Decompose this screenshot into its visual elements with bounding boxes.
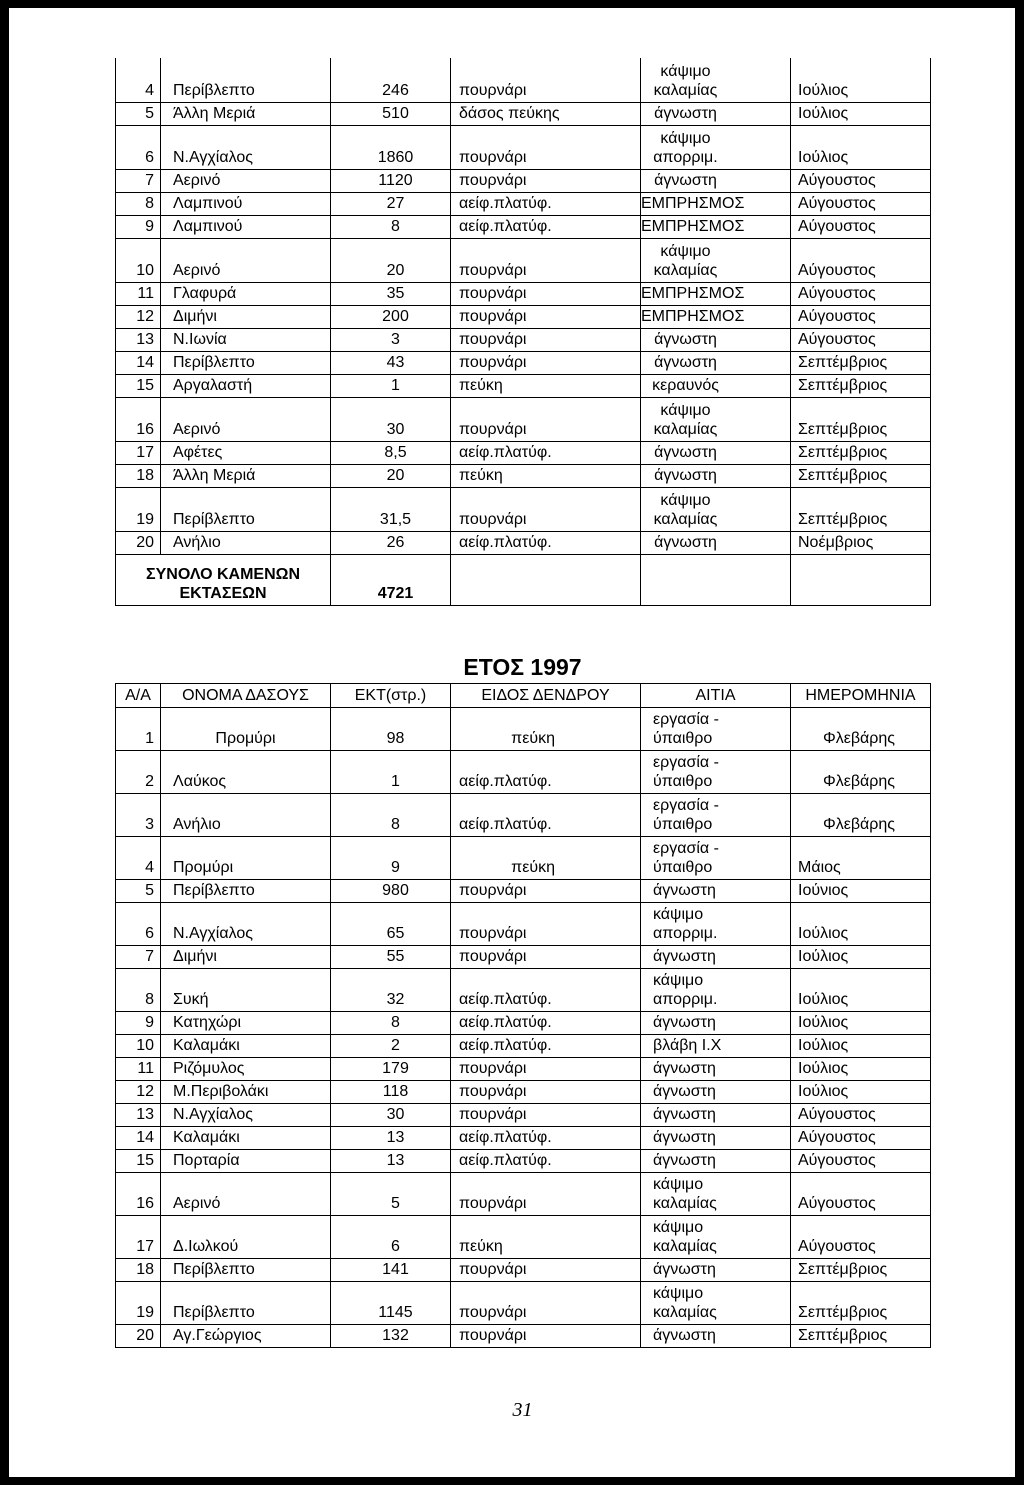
- cell-burned-area: 8,5: [331, 441, 451, 464]
- cell-tree-species: πουρνάρι: [451, 282, 641, 305]
- cell-forest-name: Περίβλεπτο: [161, 1282, 331, 1325]
- cell-fire-month: Αύγουστος: [791, 282, 931, 305]
- cell-forest-name: Δ.Ιωλκού: [161, 1216, 331, 1259]
- cell-burned-area: 1120: [331, 169, 451, 192]
- cell-forest-name: Αερινό: [161, 238, 331, 282]
- header-fire-cause: ΑΙΤΙΑ: [641, 684, 791, 708]
- cell-fire-cause: άγνωστη: [641, 1259, 791, 1282]
- cell-tree-species: πουρνάρι: [451, 946, 641, 969]
- cell-forest-name: Αερινό: [161, 169, 331, 192]
- cell-row-number: 4: [116, 837, 161, 880]
- cell-row-number: 14: [116, 351, 161, 374]
- cell-fire-cause: άγνωστη: [641, 1104, 791, 1127]
- total-area-value: 4721: [331, 554, 451, 605]
- cell-row-number: 18: [116, 1259, 161, 1282]
- cell-tree-species: δάσος πεύκης: [451, 102, 641, 125]
- cell-row-number: 15: [116, 374, 161, 397]
- cell-row-number: 11: [116, 282, 161, 305]
- cell-fire-month: Σεπτέμβριος: [791, 1325, 931, 1348]
- table-row: [116, 328, 931, 351]
- cell-burned-area: 30: [331, 397, 451, 441]
- cell-tree-species: πουρνάρι: [451, 125, 641, 169]
- cell-fire-cause: άγνωστη: [641, 1150, 791, 1173]
- cell-burned-area: 20: [331, 464, 451, 487]
- total-empty-cell: [641, 554, 791, 605]
- cell-burned-area: 30: [331, 1104, 451, 1127]
- cell-tree-species: πουρνάρι: [451, 903, 641, 946]
- cell-fire-month: Σεπτέμβριος: [791, 1282, 931, 1325]
- cell-tree-species: πεύκη: [451, 464, 641, 487]
- cell-tree-species: αείφ.πλατύφ.: [451, 794, 641, 837]
- cell-fire-cause: άγνωστη: [641, 464, 791, 487]
- header-row-number: Α/Α: [116, 684, 161, 708]
- cell-forest-name: Διμήνι: [161, 946, 331, 969]
- table-row: [116, 1058, 931, 1081]
- cell-fire-month: Σεπτέμβριος: [791, 351, 931, 374]
- cell-burned-area: 13: [331, 1150, 451, 1173]
- cell-forest-name: Άλλη Μεριά: [161, 464, 331, 487]
- cell-fire-month: Νοέμβριος: [791, 531, 931, 554]
- page-number: 31: [512, 1399, 533, 1421]
- table-row: [116, 946, 931, 969]
- cell-burned-area: 32: [331, 969, 451, 1012]
- cell-fire-cause: εργασία - ύπαιθρο: [641, 751, 791, 794]
- cell-burned-area: 43: [331, 351, 451, 374]
- cell-forest-name: Λαύκος: [161, 751, 331, 794]
- cell-tree-species: αείφ.πλατύφ.: [451, 969, 641, 1012]
- table-row: [116, 441, 931, 464]
- cell-fire-month: Ιούλιος: [791, 1058, 931, 1081]
- cell-burned-area: 20: [331, 238, 451, 282]
- cell-burned-area: 1: [331, 374, 451, 397]
- cell-fire-cause: κάψιμο καλαμίας: [641, 397, 791, 441]
- cell-fire-cause: άγνωστη: [641, 880, 791, 903]
- cell-fire-cause: κάψιμο καλαμίας: [641, 238, 791, 282]
- table-row: [116, 215, 931, 238]
- cell-fire-month: Ιούλιος: [791, 1081, 931, 1104]
- cell-tree-species: αείφ.πλατύφ.: [451, 1035, 641, 1058]
- cell-row-number: 4: [116, 58, 161, 102]
- cell-forest-name: Καλαμάκι: [161, 1035, 331, 1058]
- table-row: [116, 751, 931, 794]
- cell-fire-month: Ιούλιος: [791, 125, 931, 169]
- cell-burned-area: 98: [331, 708, 451, 751]
- cell-forest-name: Πορταρία: [161, 1150, 331, 1173]
- cell-fire-month: Αύγουστος: [791, 1127, 931, 1150]
- header-forest-name: ΟΝΟΜΑ ΔΑΣΟΥΣ: [161, 684, 331, 708]
- cell-fire-month: Φλεβάρης: [791, 751, 931, 794]
- cell-row-number: 3: [116, 794, 161, 837]
- cell-fire-month: Σεπτέμβριος: [791, 487, 931, 531]
- header-row: [116, 684, 931, 708]
- cell-burned-area: 200: [331, 305, 451, 328]
- cell-burned-area: 179: [331, 1058, 451, 1081]
- cell-forest-name: Περίβλεπτο: [161, 58, 331, 102]
- cell-row-number: 18: [116, 464, 161, 487]
- cell-fire-month: Ιούλιος: [791, 1012, 931, 1035]
- cell-burned-area: 246: [331, 58, 451, 102]
- cell-fire-cause: κάψιμο καλαμίας: [641, 1173, 791, 1216]
- cell-fire-cause: ΕΜΠΡΗΣΜΟΣ: [641, 305, 791, 328]
- cell-row-number: 19: [116, 1282, 161, 1325]
- cell-forest-name: Άλλη Μεριά: [161, 102, 331, 125]
- table-row: [116, 880, 931, 903]
- cell-forest-name: Γλαφυρά: [161, 282, 331, 305]
- cell-tree-species: πουρνάρι: [451, 351, 641, 374]
- cell-fire-cause: κάψιμο καλαμίας: [641, 1282, 791, 1325]
- cell-row-number: 15: [116, 1150, 161, 1173]
- cell-forest-name: Αργαλαστή: [161, 374, 331, 397]
- cell-fire-month: Αύγουστος: [791, 1150, 931, 1173]
- cell-forest-name: Συκή: [161, 969, 331, 1012]
- cell-burned-area: 5: [331, 1173, 451, 1216]
- year-title: ΕΤΟΣ 1997: [463, 654, 582, 680]
- cell-burned-area: 980: [331, 880, 451, 903]
- cell-forest-name: Προμύρι: [161, 708, 331, 751]
- cell-forest-name: Αφέτες: [161, 441, 331, 464]
- cell-fire-month: Ιούλιος: [791, 58, 931, 102]
- cell-burned-area: 1860: [331, 125, 451, 169]
- cell-tree-species: πουρνάρι: [451, 1259, 641, 1282]
- cell-tree-species: πουρνάρι: [451, 880, 641, 903]
- cell-forest-name: Ν.Ιωνία: [161, 328, 331, 351]
- cell-fire-month: Αύγουστος: [791, 215, 931, 238]
- cell-row-number: 19: [116, 487, 161, 531]
- cell-fire-cause: άγνωστη: [641, 1127, 791, 1150]
- cell-fire-cause: άγνωστη: [641, 328, 791, 351]
- cell-row-number: 13: [116, 1104, 161, 1127]
- cell-burned-area: 2: [331, 1035, 451, 1058]
- table-row: [116, 397, 931, 441]
- table-row: [116, 1325, 931, 1348]
- cell-fire-month: Φλεβάρης: [791, 708, 931, 751]
- cell-row-number: 8: [116, 969, 161, 1012]
- cell-forest-name: Λαμπινού: [161, 192, 331, 215]
- table-row: [116, 238, 931, 282]
- cell-fire-cause: άγνωστη: [641, 102, 791, 125]
- table-row: [116, 903, 931, 946]
- cell-forest-name: Μ.Περιβολάκι: [161, 1081, 331, 1104]
- cell-fire-cause: κάψιμο καλαμίας: [641, 1216, 791, 1259]
- cell-forest-name: Ριζόμυλος: [161, 1058, 331, 1081]
- cell-tree-species: αείφ.πλατύφ.: [451, 215, 641, 238]
- cell-fire-month: Ιούλιος: [791, 969, 931, 1012]
- cell-row-number: 2: [116, 751, 161, 794]
- table-row: [116, 837, 931, 880]
- cell-forest-name: Αερινό: [161, 397, 331, 441]
- table-row: [116, 374, 931, 397]
- cell-fire-month: Ιούλιος: [791, 903, 931, 946]
- cell-row-number: 20: [116, 1325, 161, 1348]
- cell-tree-species: πουρνάρι: [451, 328, 641, 351]
- table-row: [116, 1282, 931, 1325]
- cell-fire-month: Σεπτέμβριος: [791, 441, 931, 464]
- cell-fire-cause: κάψιμο καλαμίας: [641, 58, 791, 102]
- cell-burned-area: 35: [331, 282, 451, 305]
- cell-fire-month: Ιούνιος: [791, 880, 931, 903]
- cell-tree-species: πουρνάρι: [451, 1325, 641, 1348]
- table-row: [116, 1104, 931, 1127]
- table-row: [116, 969, 931, 1012]
- cell-forest-name: Προμύρι: [161, 837, 331, 880]
- cell-burned-area: 13: [331, 1127, 451, 1150]
- cell-fire-month: Αύγουστος: [791, 238, 931, 282]
- cell-tree-species: πουρνάρι: [451, 487, 641, 531]
- table-row: [116, 282, 931, 305]
- cell-forest-name: Διμήνι: [161, 305, 331, 328]
- table-row: [116, 487, 931, 531]
- cell-fire-month: Αύγουστος: [791, 305, 931, 328]
- cell-tree-species: πουρνάρι: [451, 1058, 641, 1081]
- table-row: [116, 1173, 931, 1216]
- cell-fire-month: Αύγουστος: [791, 1173, 931, 1216]
- table-row: [116, 1127, 931, 1150]
- cell-burned-area: 118: [331, 1081, 451, 1104]
- cell-fire-cause: άγνωστη: [641, 1012, 791, 1035]
- cell-forest-name: Περίβλεπτο: [161, 880, 331, 903]
- cell-tree-species: αείφ.πλατύφ.: [451, 441, 641, 464]
- fires-table-1997: [115, 683, 931, 1348]
- fires-table-continued: [115, 58, 931, 606]
- cell-row-number: 14: [116, 1127, 161, 1150]
- cell-row-number: 10: [116, 238, 161, 282]
- cell-burned-area: 141: [331, 1259, 451, 1282]
- cell-tree-species: αείφ.πλατύφ.: [451, 1150, 641, 1173]
- cell-forest-name: Ν.Αγχίαλος: [161, 903, 331, 946]
- table-row: [116, 58, 931, 102]
- cell-row-number: 11: [116, 1058, 161, 1081]
- cell-row-number: 8: [116, 192, 161, 215]
- cell-row-number: 12: [116, 1081, 161, 1104]
- cell-forest-name: Ν.Αγχίαλος: [161, 125, 331, 169]
- table-row: [116, 125, 931, 169]
- cell-burned-area: 6: [331, 1216, 451, 1259]
- table-row: [116, 708, 931, 751]
- cell-row-number: 5: [116, 880, 161, 903]
- cell-fire-cause: άγνωστη: [641, 351, 791, 374]
- cell-burned-area: 1: [331, 751, 451, 794]
- cell-tree-species: πεύκη: [451, 1216, 641, 1259]
- cell-fire-cause: ΕΜΠΡΗΣΜΟΣ: [641, 282, 791, 305]
- cell-fire-cause: άγνωστη: [641, 1325, 791, 1348]
- cell-fire-month: Φλεβάρης: [791, 794, 931, 837]
- cell-fire-cause: κάψιμο απορριμ.: [641, 125, 791, 169]
- cell-fire-month: Αύγουστος: [791, 1104, 931, 1127]
- cell-forest-name: Αερινό: [161, 1173, 331, 1216]
- cell-burned-area: 31,5: [331, 487, 451, 531]
- table-row: [116, 1259, 931, 1282]
- cell-forest-name: Κατηχώρι: [161, 1012, 331, 1035]
- cell-fire-cause: κάψιμο απορριμ.: [641, 903, 791, 946]
- table-row: [116, 464, 931, 487]
- cell-tree-species: πουρνάρι: [451, 397, 641, 441]
- total-label: ΣΥΝΟΛΟ ΚΑΜΕΝΩΝ ΕΚΤΑΣΕΩΝ: [116, 554, 331, 605]
- cell-forest-name: Ν.Αγχίαλος: [161, 1104, 331, 1127]
- cell-fire-month: Αύγουστος: [791, 328, 931, 351]
- cell-tree-species: αείφ.πλατύφ.: [451, 1012, 641, 1035]
- cell-tree-species: αείφ.πλατύφ.: [451, 1127, 641, 1150]
- cell-fire-cause: ΕΜΠΡΗΣΜΟΣ: [641, 215, 791, 238]
- header-burned-area: ΕΚΤ(στρ.): [331, 684, 451, 708]
- cell-fire-month: Σεπτέμβριος: [791, 374, 931, 397]
- cell-fire-cause: άγνωστη: [641, 1081, 791, 1104]
- cell-tree-species: πεύκη: [451, 708, 641, 751]
- cell-fire-cause: κεραυνός: [641, 374, 791, 397]
- cell-forest-name: Περίβλεπτο: [161, 487, 331, 531]
- cell-fire-cause: κάψιμο απορριμ.: [641, 969, 791, 1012]
- cell-tree-species: αείφ.πλατύφ.: [451, 531, 641, 554]
- cell-fire-cause: άγνωστη: [641, 441, 791, 464]
- cell-fire-cause: άγνωστη: [641, 1058, 791, 1081]
- table-row: [116, 794, 931, 837]
- cell-fire-cause: βλάβη Ι.Χ: [641, 1035, 791, 1058]
- cell-row-number: 16: [116, 1173, 161, 1216]
- cell-row-number: 1: [116, 708, 161, 751]
- cell-row-number: 12: [116, 305, 161, 328]
- cell-fire-month: Ιούλιος: [791, 102, 931, 125]
- cell-forest-name: Καλαμάκι: [161, 1127, 331, 1150]
- cell-tree-species: πουρνάρι: [451, 1104, 641, 1127]
- table-row: [116, 1012, 931, 1035]
- cell-fire-month: Αύγουστος: [791, 169, 931, 192]
- table-row: [116, 1150, 931, 1173]
- cell-row-number: 17: [116, 441, 161, 464]
- cell-burned-area: 8: [331, 794, 451, 837]
- cell-burned-area: 3: [331, 328, 451, 351]
- cell-fire-cause: κάψιμο καλαμίας: [641, 487, 791, 531]
- cell-fire-month: Σεπτέμβριος: [791, 1259, 931, 1282]
- cell-tree-species: πεύκη: [451, 374, 641, 397]
- cell-burned-area: 8: [331, 215, 451, 238]
- cell-burned-area: 8: [331, 1012, 451, 1035]
- cell-row-number: 13: [116, 328, 161, 351]
- cell-tree-species: πουρνάρι: [451, 305, 641, 328]
- cell-tree-species: πουρνάρι: [451, 169, 641, 192]
- cell-fire-cause: εργασία - ύπαιθρο: [641, 794, 791, 837]
- cell-fire-month: Μάιος: [791, 837, 931, 880]
- cell-fire-cause: εργασία - ύπαιθρο: [641, 837, 791, 880]
- cell-tree-species: πουρνάρι: [451, 58, 641, 102]
- table-row: [116, 1081, 931, 1104]
- cell-fire-cause: εργασία - ύπαιθρο: [641, 708, 791, 751]
- total-empty-cell: [791, 554, 931, 605]
- cell-tree-species: πουρνάρι: [451, 1173, 641, 1216]
- table-row: [116, 305, 931, 328]
- cell-row-number: 10: [116, 1035, 161, 1058]
- table-row: [116, 1216, 931, 1259]
- cell-tree-species: πουρνάρι: [451, 238, 641, 282]
- cell-row-number: 6: [116, 903, 161, 946]
- table-row: [116, 102, 931, 125]
- cell-tree-species: αείφ.πλατύφ.: [451, 751, 641, 794]
- cell-fire-month: Σεπτέμβριος: [791, 464, 931, 487]
- cell-burned-area: 1145: [331, 1282, 451, 1325]
- cell-forest-name: Λαμπινού: [161, 215, 331, 238]
- cell-row-number: 6: [116, 125, 161, 169]
- total-row: [116, 554, 931, 605]
- cell-row-number: 20: [116, 531, 161, 554]
- header-fire-month: ΗΜΕΡΟΜΗΝΙΑ: [791, 684, 931, 708]
- cell-burned-area: 55: [331, 946, 451, 969]
- cell-fire-cause: άγνωστη: [641, 946, 791, 969]
- cell-fire-month: Σεπτέμβριος: [791, 397, 931, 441]
- cell-fire-cause: ΕΜΠΡΗΣΜΟΣ: [641, 192, 791, 215]
- cell-burned-area: 9: [331, 837, 451, 880]
- cell-row-number: 16: [116, 397, 161, 441]
- cell-forest-name: Ανήλιο: [161, 531, 331, 554]
- cell-burned-area: 27: [331, 192, 451, 215]
- cell-fire-cause: άγνωστη: [641, 531, 791, 554]
- cell-forest-name: Αγ.Γεώργιος: [161, 1325, 331, 1348]
- cell-burned-area: 132: [331, 1325, 451, 1348]
- cell-fire-month: Ιούλιος: [791, 946, 931, 969]
- cell-tree-species: πουρνάρι: [451, 1282, 641, 1325]
- cell-fire-month: Ιούλιος: [791, 1035, 931, 1058]
- cell-tree-species: αείφ.πλατύφ.: [451, 192, 641, 215]
- cell-forest-name: Ανήλιο: [161, 794, 331, 837]
- cell-row-number: 7: [116, 169, 161, 192]
- table-row: [116, 192, 931, 215]
- cell-row-number: 9: [116, 215, 161, 238]
- cell-burned-area: 510: [331, 102, 451, 125]
- table-row: [116, 169, 931, 192]
- cell-burned-area: 65: [331, 903, 451, 946]
- cell-fire-month: Αύγουστος: [791, 1216, 931, 1259]
- cell-row-number: 7: [116, 946, 161, 969]
- cell-row-number: 9: [116, 1012, 161, 1035]
- cell-forest-name: Περίβλεπτο: [161, 1259, 331, 1282]
- cell-tree-species: πουρνάρι: [451, 1081, 641, 1104]
- cell-burned-area: 26: [331, 531, 451, 554]
- cell-forest-name: Περίβλεπτο: [161, 351, 331, 374]
- table-row: [116, 1035, 931, 1058]
- table-row: [116, 351, 931, 374]
- table-row: [116, 531, 931, 554]
- cell-row-number: 5: [116, 102, 161, 125]
- header-tree-species: ΕΙΔΟΣ ΔΕΝΔΡΟΥ: [451, 684, 641, 708]
- cell-tree-species: πεύκη: [451, 837, 641, 880]
- cell-row-number: 17: [116, 1216, 161, 1259]
- cell-fire-cause: άγνωστη: [641, 169, 791, 192]
- cell-fire-month: Αύγουστος: [791, 192, 931, 215]
- total-empty-cell: [451, 554, 641, 605]
